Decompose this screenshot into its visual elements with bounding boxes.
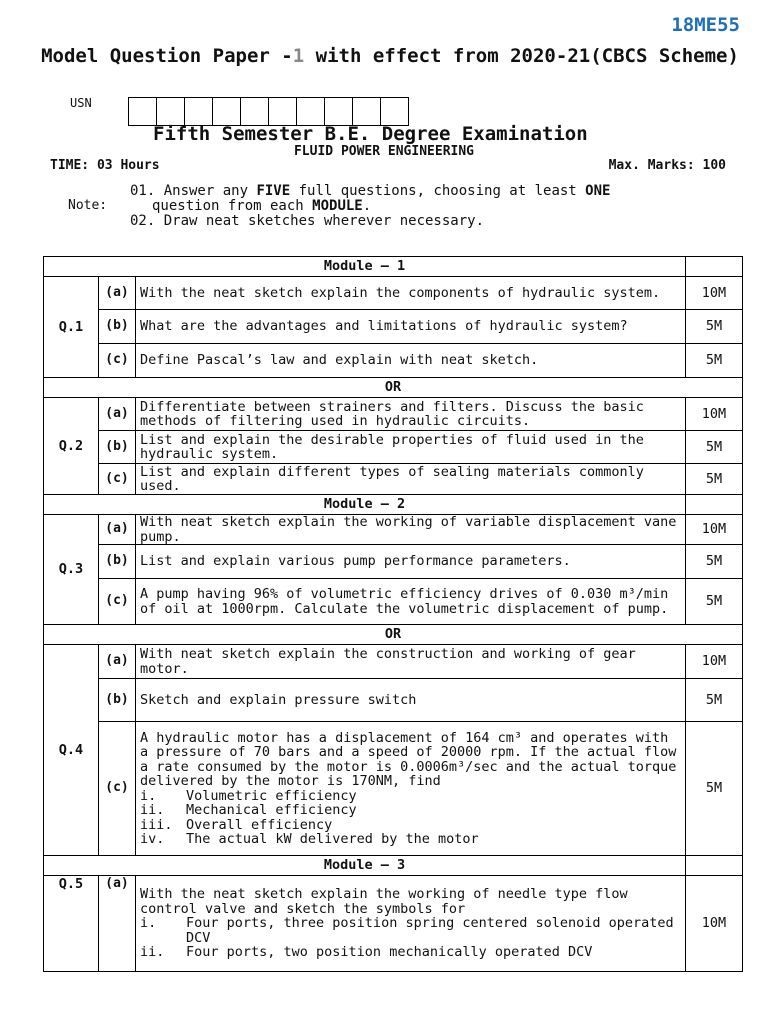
sub-label: (b) [99, 545, 136, 579]
list-text: The actual kW delivered by the motor [186, 831, 479, 847]
list-number: i. [140, 915, 157, 932]
question-text: List and explain various pump performance parameters. [136, 545, 686, 579]
question-row [44, 277, 743, 310]
note-line-1 [130, 184, 690, 199]
question-table [43, 256, 743, 972]
question-text-block [136, 876, 686, 972]
list-text: Overall efficiency [186, 816, 333, 833]
usn-box [297, 98, 325, 125]
marks-cell [686, 257, 743, 277]
question-row [44, 344, 743, 378]
sub-label: (a) [99, 876, 136, 972]
or-divider: OR [44, 625, 743, 645]
sub-label: (b) [99, 310, 136, 344]
sub-label: (c) [99, 344, 136, 378]
marks: 5M [686, 579, 743, 625]
module-2-heading: Module – 2 [44, 495, 686, 515]
subject-code: 18ME55 [671, 14, 740, 36]
note-label: Note: [68, 198, 108, 213]
list-text: Volumetric efficiency [186, 787, 357, 804]
usn-box [353, 98, 381, 125]
note-bold-module: MODULE [312, 198, 363, 214]
paper-number: 1 [292, 45, 305, 67]
marks: 10M [686, 277, 743, 310]
or-row [44, 378, 743, 398]
title-suffix: with effect from 2020-21(CBCS Scheme) [304, 45, 739, 67]
marks: 5M [686, 310, 743, 344]
note-text-part: . [362, 198, 372, 214]
usn-box [325, 98, 353, 125]
list-item [140, 789, 681, 804]
usn-box [241, 98, 269, 125]
question-text: With neat sketch explain the working of variable displacement vane pump. [136, 515, 686, 545]
marks: 5M [686, 464, 743, 495]
note-bold-five: FIVE [256, 183, 291, 199]
question-text: With the neat sketch explain the components of hydraulic system. [136, 277, 686, 310]
usn-box [269, 98, 297, 125]
note-line-1-cont [130, 199, 690, 214]
sub-label: (b) [99, 431, 136, 464]
question-number: Q.5 [44, 876, 99, 972]
question-row [44, 464, 743, 495]
question-row [44, 431, 743, 464]
list-number: i. [140, 787, 157, 804]
exam-time: TIME: 03 Hours [50, 158, 160, 173]
marks-cell [686, 495, 743, 515]
list-text: Four ports, two position mechanically operated DCV [186, 944, 593, 961]
note-text-part: 01. Answer any [130, 183, 257, 199]
question-text: List and explain the desirable properties of fluid used in the hydraulic system. [136, 431, 686, 464]
list-number: ii. [140, 802, 165, 818]
exam-title: Fifth Semester B.E. Degree Examination [153, 123, 588, 145]
list-number: iv. [140, 831, 165, 847]
list-item [140, 803, 681, 818]
sub-label: (a) [99, 277, 136, 310]
marks: 10M [686, 876, 743, 972]
list-item [140, 945, 681, 960]
question-text: With the neat sketch explain the working of needle type flow control valve and sketch the symbols for [140, 886, 628, 917]
marks: 5M [686, 545, 743, 579]
module-1-heading: Module – 1 [44, 257, 686, 277]
question-text: Sketch and explain pressure switch [136, 679, 686, 722]
question-number: Q.4 [44, 645, 99, 856]
question-number: Q.3 [44, 515, 99, 625]
or-divider: OR [44, 378, 743, 398]
sub-label: (c) [99, 464, 136, 495]
question-row [44, 579, 743, 625]
module-row [44, 257, 743, 277]
sub-label: (b) [99, 679, 136, 722]
question-row [44, 876, 743, 972]
question-number: Q.2 [44, 398, 99, 495]
usn-box [185, 98, 213, 125]
question-row [44, 545, 743, 579]
question-row [44, 645, 743, 679]
list-text: Four ports, three position spring centered solenoid operated DCV [186, 915, 674, 946]
usn-box [381, 98, 408, 125]
marks: 5M [686, 679, 743, 722]
or-row [44, 625, 743, 645]
title-prefix: Model Question Paper - [41, 45, 293, 67]
sub-label: (a) [99, 398, 136, 431]
module-row [44, 856, 743, 876]
usn-box [213, 98, 241, 125]
question-text: List and explain different types of sealing materials commonly used. [136, 464, 686, 495]
note-line-2: 02. Draw neat sketches wherever necessary. [130, 213, 485, 229]
marks: 10M [686, 645, 743, 679]
subject-name: FLUID POWER ENGINEERING [293, 144, 474, 159]
module-3-heading: Module – 3 [44, 856, 686, 876]
question-text: Differentiate between strainers and filters. Discuss the basic methods of filtering used in hydraulic circuits. [136, 398, 686, 431]
sub-label: (c) [99, 722, 136, 856]
sub-label: (c) [99, 579, 136, 625]
max-marks: Max. Marks: 100 [608, 158, 726, 173]
marks: 10M [686, 398, 743, 431]
question-text: A hydraulic motor has a displacement of 164 cm³ and operates with a pressure of 70 bars and a speed of 20000 rpm. If the actual flow a rate consumed by the motor is 0.0006m³/sec and the actual torque delivered by the motor is 170NM, find [140, 729, 677, 789]
usn-boxes [128, 97, 409, 126]
marks: 5M [686, 431, 743, 464]
list-text: Mechanical efficiency [186, 802, 357, 818]
note-text [130, 184, 690, 229]
marks: 10M [686, 515, 743, 545]
paper-title [40, 47, 740, 66]
question-row [44, 310, 743, 344]
list-item [140, 832, 681, 847]
note-text-part: question from each [152, 198, 313, 214]
note-bold-one: ONE [585, 183, 611, 199]
question-text: What are the advantages and limitations of hydraulic system? [136, 310, 686, 344]
usn-box [129, 98, 157, 125]
note-text-part: full questions, choosing at least [290, 183, 586, 199]
question-row [44, 515, 743, 545]
sub-label: (a) [99, 515, 136, 545]
question-row [44, 398, 743, 431]
usn-label: USN [70, 96, 92, 110]
usn-box [157, 98, 185, 125]
sub-label: (a) [99, 645, 136, 679]
question-text-block [136, 722, 686, 856]
list-item [140, 916, 681, 945]
module-row [44, 495, 743, 515]
marks: 5M [686, 722, 743, 856]
question-row [44, 679, 743, 722]
question-text: With neat sketch explain the construction and working of gear motor. [136, 645, 686, 679]
question-row [44, 722, 743, 856]
marks: 5M [686, 344, 743, 378]
list-number: ii. [140, 944, 165, 961]
list-number: iii. [140, 816, 173, 833]
question-text: A pump having 96% of volumetric efficiency drives of 0.030 m³/min of oil at 1000rpm. Calculate the volumetric displacement of pump. [136, 579, 686, 625]
marks-cell [686, 856, 743, 876]
question-text: Define Pascal’s law and explain with neat sketch. [136, 344, 686, 378]
list-item [140, 818, 681, 833]
question-number: Q.1 [44, 277, 99, 378]
